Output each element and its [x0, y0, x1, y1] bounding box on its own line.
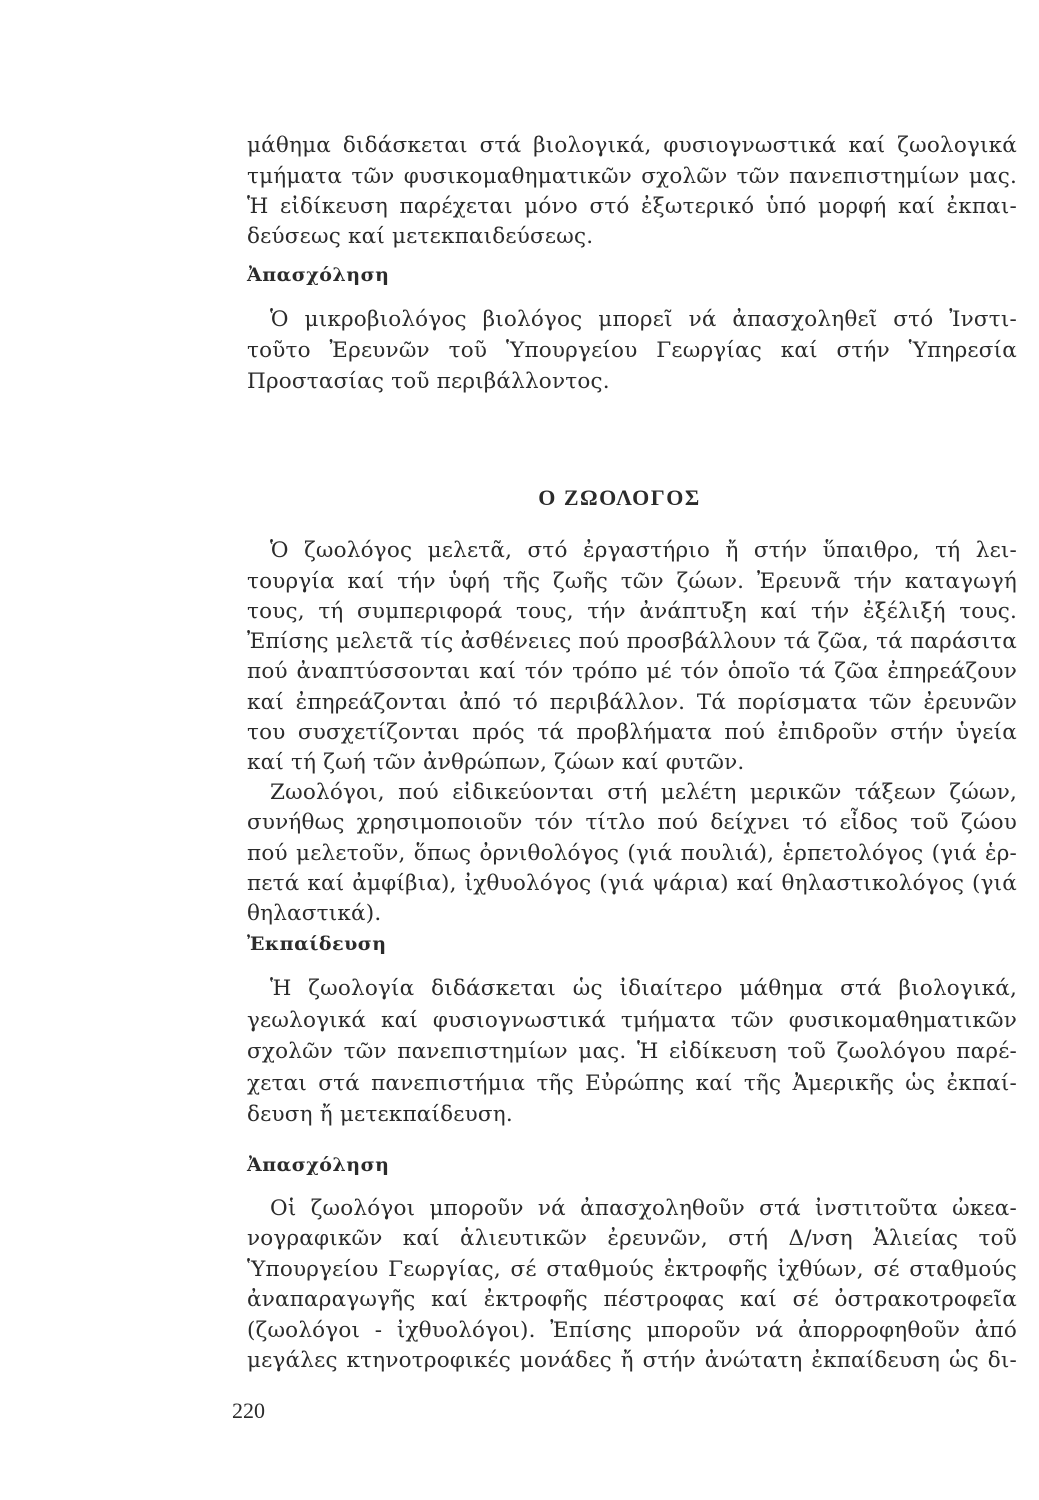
text-line: μάθημα διδάσκεται στά βιολογικά, φυσιογνωστικά καί ζωολογικά: [247, 133, 1017, 158]
text-line: δεύσεως καί μετεκπαιδεύσεως.: [247, 224, 594, 249]
text-line: συνήθως χρησιμοποιοῦν τόν τίτλο πού δείχνει τό εἶδος τοῦ ζώου: [247, 810, 1017, 835]
text-line: Ἐπίσης μελετᾶ τίς ἀσθένειες πού προσβάλλουν τά ζῶα, τά παράσιτα: [247, 629, 1017, 654]
text-line: πετά καί ἀμφίβια), ἰχθυολόγος (γιά ψάρια) καί θηλαστικολόγος (γιά: [247, 871, 1017, 896]
text-line: Ὑπουργείου Γεωργίας, σέ σταθμούς ἐκτροφῆς ἰχθύων, σέ σταθμούς: [247, 1257, 1017, 1282]
text-line: πού ἀναπτύσσονται καί τόν τρόπο μέ τόν ὁποῖο τά ζῶα ἐπηρεάζουν: [247, 659, 1017, 684]
text-line: Ἡ ζωολογία διδάσκεται ὡς ἰδιαίτερο μάθημα στά βιολογικά,: [270, 976, 1017, 1001]
text-line: τοῦτο Ἐρευνῶν τοῦ Ὑπουργείου Γεωργίας καί στήν Ὑπηρεσία: [247, 338, 1017, 363]
employment-heading: Ἀπασχόληση: [247, 264, 390, 286]
training-heading: Ἐκπαίδευση: [247, 933, 387, 955]
text-line: δευση ἤ μετεκπαίδευση.: [247, 1102, 513, 1127]
text-line: νογραφικῶν καί ἁλιευτικῶν ἐρευνῶν, στή Δ/νση Ἁλιείας τοῦ: [247, 1226, 1017, 1251]
text-line: ἀναπαραγωγῆς καί ἐκτροφῆς πέστροφας καί σέ ὀστρακοτροφεῖα: [247, 1287, 1017, 1312]
text-line: θηλαστικά).: [247, 901, 382, 926]
employment-heading: Ἀπασχόληση: [247, 1154, 390, 1176]
text-line: του συσχετίζονται πρός τά προβλήματα πού ἐπιδροῦν στήν ὑγεία: [247, 720, 1017, 745]
text-line: τους, τή συμπεριφορά τους, τήν ἀνάπτυξη καί τήν ἐξέλιξή τους.: [247, 599, 1017, 624]
text-line: καί ἐπηρεάζονται ἀπό τό περιβάλλον. Τά πορίσματα τῶν ἐρευνῶν: [247, 690, 1017, 715]
text-line: χεται στά πανεπιστήμια τῆς Εὐρώπης καί τῆς Ἀμερικῆς ὡς ἐκπαί-: [247, 1071, 1017, 1096]
text-line: Προστασίας τοῦ περιβάλλοντος.: [247, 369, 610, 394]
page-number: 220: [232, 1398, 265, 1423]
text-line: (ζωολόγοι - ἰχθυολόγοι). Ἐπίσης μποροῦν νά ἀπορροφηθοῦν ἀπό: [247, 1318, 1017, 1343]
text-line: πού μελετοῦν, ὅπως ὀρνιθολόγος (γιά πουλιά), ἑρπετολόγος (γιά ἑρ-: [247, 841, 1017, 866]
text-line: Ζωολόγοι, πού εἰδικεύονται στή μελέτη μερικῶν τάξεων ζώων,: [270, 780, 1017, 805]
text-line: τμήματα τῶν φυσικομαθηματικῶν σχολῶν τῶν πανεπιστημίων μας.: [247, 164, 1017, 189]
text-line: καί τή ζωή τῶν ἀνθρώπων, ζώων καί φυτῶν.: [247, 750, 745, 775]
text-line: Ἡ εἰδίκευση παρέχεται μόνο στό ἐξωτερικό ὑπό μορφή καί ἐκπαι-: [247, 194, 1017, 219]
text-line: Ὁ ζωολόγος μελετᾶ, στό ἐργαστήριο ἤ στήν ὕπαιθρο, τή λει-: [270, 538, 1017, 563]
text-line: μεγάλες κτηνοτροφικές μονάδες ἤ στήν ἀνώτατη ἐκπαίδευση ὡς δι-: [247, 1348, 1017, 1373]
section-title: Ο ΖΩΟΛΟΓΟΣ: [538, 485, 701, 510]
text-line: γεωλογικά καί φυσιογνωστικά τμήματα τῶν φυσικομαθηματικῶν: [247, 1008, 1017, 1033]
text-line: τουργία καί τήν ὑφή τῆς ζωῆς τῶν ζώων. Ἐρευνᾶ τήν καταγωγή: [247, 569, 1017, 594]
text-line: σχολῶν τῶν πανεπιστημίων μας. Ἡ εἰδίκευση τοῦ ζωολόγου παρέ-: [247, 1039, 1017, 1064]
text-line: Ὁ μικροβιολόγος βιολόγος μπορεῖ νά ἀπασχοληθεῖ στό Ἰνστι-: [270, 307, 1017, 332]
text-line: Οἱ ζωολόγοι μποροῦν νά ἀπασχοληθοῦν στά ἰνστιτοῦτα ὠκεα-: [270, 1196, 1017, 1221]
